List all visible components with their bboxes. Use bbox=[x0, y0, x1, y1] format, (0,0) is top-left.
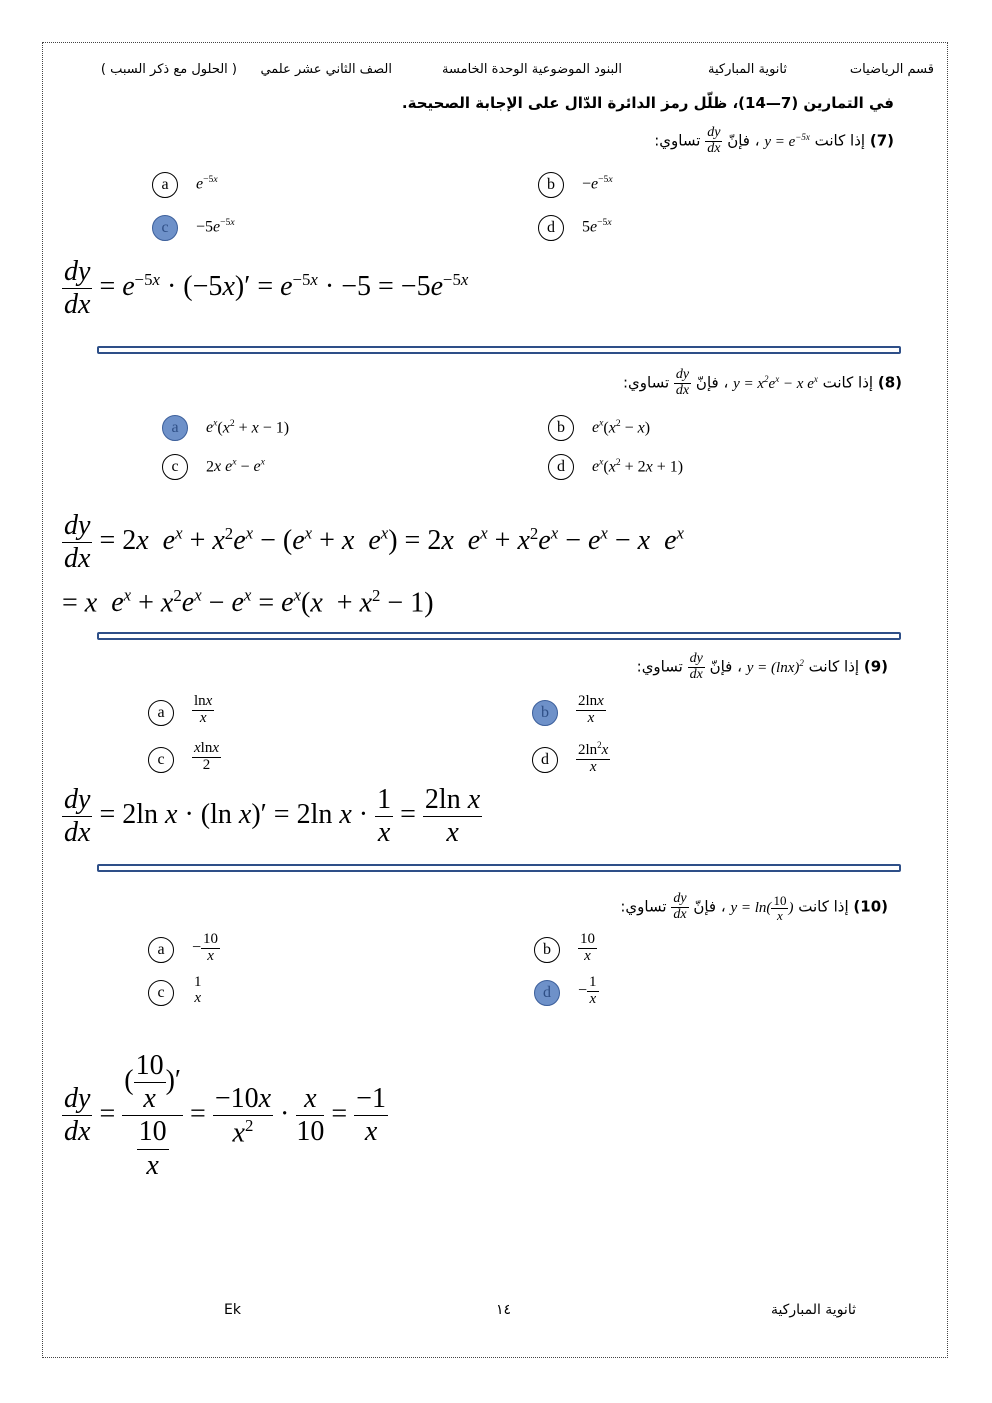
q10-option-c-value: 1 x bbox=[194, 974, 202, 1006]
q9-solution: $\frac{dy}{dx}$ = 2ln x · (ln x)′ = 2ln x · $\frac{1}{x}$ = $\frac{\text{2ln x}}{x}$ bbox=[64, 784, 481, 849]
q10-option-a-value: − $\frac{10}{x}$ bbox=[192, 931, 219, 964]
q9-option-d[interactable]: d bbox=[532, 747, 558, 773]
q9-option-a-value: $\frac{\ln x}{x}$ bbox=[194, 693, 213, 726]
q7-option-b-value: $-e^{-5x}$ bbox=[582, 174, 613, 193]
header-school: ثانوية المباركية bbox=[708, 62, 787, 77]
footer-school: ثانوية المباركية bbox=[770, 1302, 856, 1318]
q8-option-c-value: 2x $e^x - e^x$ bbox=[206, 457, 265, 476]
q10-option-a[interactable]: a bbox=[148, 937, 174, 963]
question-7: (7) إذا كانت $y = e^{-5x}$ ، فإنّ $\frac{dy}{dx}$ تساوي: bbox=[654, 125, 894, 156]
q8-option-c[interactable]: c bbox=[162, 454, 188, 480]
q10-option-c[interactable]: c bbox=[148, 980, 174, 1006]
q7-option-a-value: $e^{-5x}$ bbox=[196, 174, 218, 193]
q7-number: (7) bbox=[869, 131, 894, 150]
instruction: في التمارين (7—14)، ظلّل رمز الدائرة الدّال على الإجابة الصحيحة. bbox=[401, 94, 894, 112]
q10-solution: $\frac{dy}{dx}$ = ( $\frac{10}{x}$ )′ $\frac{10}{x}$ = $\frac{-10x}{x^2}$ · $\frac{x}{10}$ = $\frac{-1}{x}$ bbox=[64, 1050, 386, 1181]
q9-option-c-value: $\frac{xlnx}{2}$ bbox=[194, 740, 220, 773]
header-department: قسم الرياضيات bbox=[849, 62, 934, 77]
q8-option-b-value: $e^x(x^2 - x)$ bbox=[592, 418, 651, 437]
q7-option-a[interactable]: a bbox=[152, 172, 178, 198]
q9-option-c[interactable]: c bbox=[148, 747, 174, 773]
header-grade: الصف الثاني عشر علمي bbox=[260, 62, 392, 77]
q8-option-d-value: $e^x(x^2 + 2x + 1)$ bbox=[592, 457, 684, 476]
q8-solution-line2: = x $e^x + x^2e^x - e^x = e^x(x + x^2 - 1)$ bbox=[62, 586, 434, 619]
question-9: (9) إذا كانت $y = (\ln x)^2$ ، فإنّ $\frac{dy}{dx}$ تساوي: bbox=[636, 651, 888, 682]
q7-option-d[interactable]: d bbox=[538, 215, 564, 241]
separator bbox=[97, 632, 901, 640]
header-note: ( الحلول مع ذكر السبب ) bbox=[100, 62, 237, 77]
q8-option-a-selected[interactable]: a bbox=[162, 415, 188, 441]
q10-option-b-value: $\frac{10}{x}$ bbox=[580, 931, 595, 964]
q7-solution: $\frac{dy}{dx}$ = $e^{-5x} \cdot (-5x)' = e^{-5x} \cdot -5 = -5e^{-5x}$ bbox=[64, 256, 469, 321]
q8-option-b[interactable]: b bbox=[548, 415, 574, 441]
q7-option-c-value: $-5e^{-5x}$ bbox=[196, 217, 235, 236]
footer-page-number: ١٤ bbox=[496, 1302, 512, 1318]
q9-option-b-selected[interactable]: b bbox=[532, 700, 558, 726]
q8-solution-line1: $\frac{dy}{dx}$ = 2x $e^x + x^2e^x - (e^x + x$ $e^x) = 2x$ $e^x + x^2e^x - e^x - x$ $e^x$ bbox=[64, 510, 684, 575]
footer-left: Ek bbox=[224, 1302, 241, 1318]
q9-option-a[interactable]: a bbox=[148, 700, 174, 726]
q9-option-d-value: $\frac{2\ln^2x}{x}$ bbox=[578, 740, 609, 775]
separator bbox=[97, 346, 901, 354]
header-unit: البنود الموضوعية الوحدة الخامسة bbox=[442, 62, 622, 77]
question-10: (10) إذا كانت y = ln( $\frac{10}{x}$ ) ، فإنّ $\frac{dy}{dx}$ تساوي: bbox=[620, 891, 888, 923]
question-8: (8) إذا كانت $y = x^2e^x - x$ $e^x$ ، فإنّ $\frac{dy}{dx}$ تساوي: bbox=[622, 367, 902, 398]
q7-option-b[interactable]: b bbox=[538, 172, 564, 198]
separator bbox=[97, 864, 901, 872]
q10-option-d-value: − $\frac{1}{x}$ bbox=[578, 974, 597, 1007]
q9-option-b-value: $\frac{2\ln x}{x}$ bbox=[578, 693, 604, 726]
q10-option-b[interactable]: b bbox=[534, 937, 560, 963]
q10-option-d-selected[interactable]: d bbox=[534, 980, 560, 1006]
q7-option-c-selected[interactable]: c bbox=[152, 215, 178, 241]
q7-option-d-value: $5e^{-5x}$ bbox=[582, 217, 612, 236]
q8-option-a-value: $e^x(x^2 + x - 1)$ bbox=[206, 418, 290, 437]
q8-option-d[interactable]: d bbox=[548, 454, 574, 480]
